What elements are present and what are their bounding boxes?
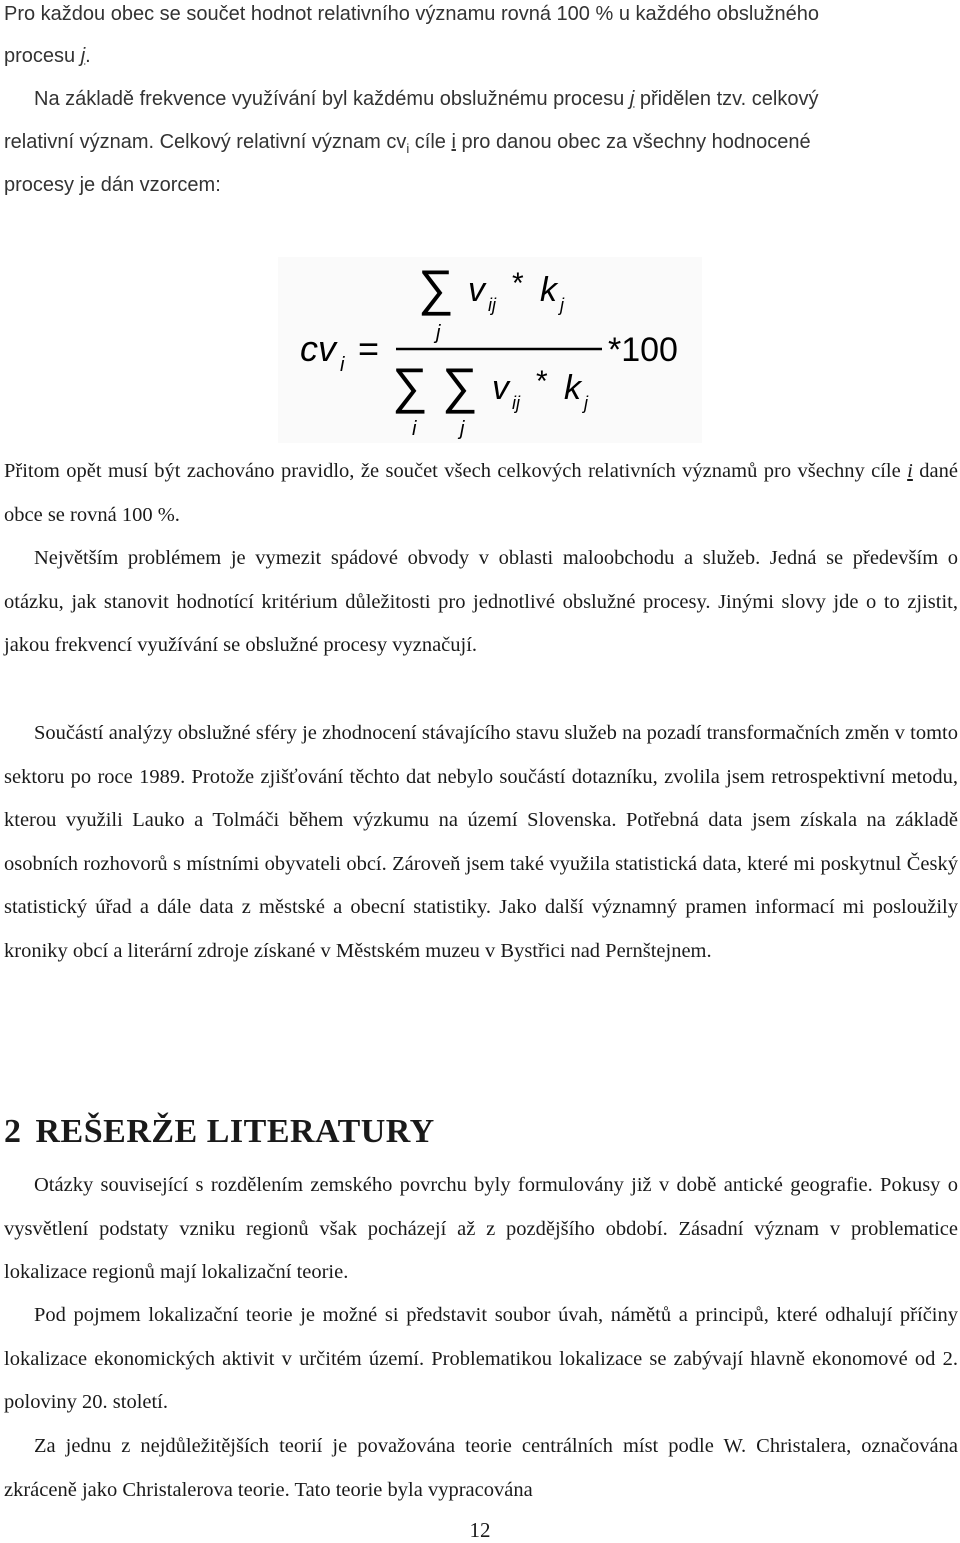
page-number: 12	[469, 1518, 491, 1542]
paragraph-regions: Otázky související s rozdělením zemského povrchu byly formulovány již v době antické geografie. Pokusy o vysvětlení podstaty vzniku regionů však pocházejí až z pozdějšího období. Zásadní význam v problematice lokalizace regionů mají lokalizační teorie.	[4, 1174, 958, 1284]
intro-line-2-end: .	[85, 45, 91, 67]
intro-line-3	[34, 78, 958, 120]
intro-line-2	[4, 35, 958, 77]
denominator-times: *	[536, 365, 548, 398]
lhs-cv: cv	[300, 328, 336, 369]
numerator-v-sub: ij	[488, 295, 496, 315]
intro-line-4-mid: cíle	[409, 131, 452, 153]
formula-svg	[278, 257, 702, 443]
paragraph-localization: Pod pojmem lokalizační teorie je možné si představit soubor úvah, námětů a principů, které odhalují příčiny lokalizace ekonomických aktivit v určitém území. Problematikou lokalizace se zabývají hlavně ekonomové od 2. poloviny 20. století.	[4, 1304, 958, 1414]
variable-j: j	[629, 88, 635, 110]
paragraph-christaller: Za jednu z nejdůležitějších teorií je považována teorie centrálních míst podle W. Christalera, označována zkráceně jako Christalerova teorie. Tato teorie byla vypracována	[4, 1435, 958, 1501]
denominator-v: v	[492, 369, 509, 407]
intro-line-1-text: Pro každou obec se součet hodnot relativního významu rovná 100 % u každého obslužného	[4, 3, 819, 25]
denominator-sum-inner: ∑	[442, 358, 478, 414]
numerator-index-j: j	[436, 322, 441, 344]
intro-line-1	[4, 0, 958, 35]
paragraph-rule-text: Přitom opět musí být zachováno pravidlo, že součet všech celkových relativních významů pro všechny cíle	[4, 460, 908, 482]
intro-line-4	[4, 121, 958, 170]
denominator-sum-outer: ∑	[392, 358, 428, 414]
intro-line-3-text: Na základě frekvence využívání byl každému obslužnému procesu	[34, 88, 630, 110]
section-title: REŠERŽE LITERATURY	[35, 1113, 435, 1150]
formula-image	[278, 257, 702, 443]
intro-line-2-text: procesu	[4, 45, 81, 67]
denominator-k: k	[564, 369, 581, 407]
equals-sign: =	[358, 328, 380, 369]
numerator-k-sub: j	[560, 295, 564, 315]
multiplier-100: *100	[608, 331, 678, 369]
paragraph-rule	[4, 450, 958, 537]
section-number: 2	[4, 1113, 22, 1150]
numerator-v: v	[468, 271, 485, 309]
intro-line-4-text: relativní význam. Celkový relativní význam cv	[4, 131, 407, 153]
intro-line-5-text: procesy je dán vzorcem:	[4, 174, 221, 196]
section-heading	[4, 1108, 435, 1156]
denominator-index-j: j	[460, 418, 465, 440]
paragraph-problem: Největším problémem je vymezit spádové obvody v oblasti maloobchodu a služeb. Jedná se především o otázku, jak stanovit hodnotící kritérium důležitosti pro jednotlivé obslužné procesy. Jinými slovy jde o to zjistit, jakou frekvencí využívání se obslužné procesy vyznačují.	[4, 547, 958, 657]
variable-i: i	[451, 131, 456, 153]
variable-i: i	[907, 460, 913, 482]
variable-j: j	[80, 45, 86, 67]
numerator-k: k	[540, 271, 557, 309]
intro-line-4-end: pro danou obec za všechny hodnocené	[455, 131, 811, 153]
numerator-sum-symbol: ∑	[418, 260, 454, 316]
intro-line-5	[4, 164, 958, 206]
paragraph-rule-end: dané obce se rovná 100 %.	[4, 460, 958, 526]
denominator-k-sub: j	[584, 393, 588, 413]
paragraph-analysis: Součástí analýzy obslužné sféry je zhodnocení stávajícího stavu služeb na pozadí transformačních změn v tomto sektoru po roce 1989. Protože zjišťování těchto dat nebylo součástí dotazníku, zvolila jsem retrospektivní metodu, kterou využili Lauko a Tolmáči během výzkumu na území Slovenska. Potřebná data jsem získala na základě osobních rozhovorů s místními obyvateli obcí. Zároveň jsem také využila statistická data, které mi poskytnul Český statistický úřad a dále data z městské a obecní statistiky. Jako další významný pramen informací mi posloužily kroniky obcí a literární zdroje získané v Městském muzeu v Bystřici nad Pernštejnem.	[4, 722, 958, 962]
lhs-cv-sub: i	[340, 354, 345, 376]
denominator-v-sub: ij	[512, 393, 520, 413]
numerator-times: *	[512, 267, 524, 300]
denominator-index-i: i	[412, 418, 417, 440]
intro-line-3-end: přidělen tzv. celkový	[634, 88, 819, 110]
cv-subscript: i	[406, 141, 410, 156]
